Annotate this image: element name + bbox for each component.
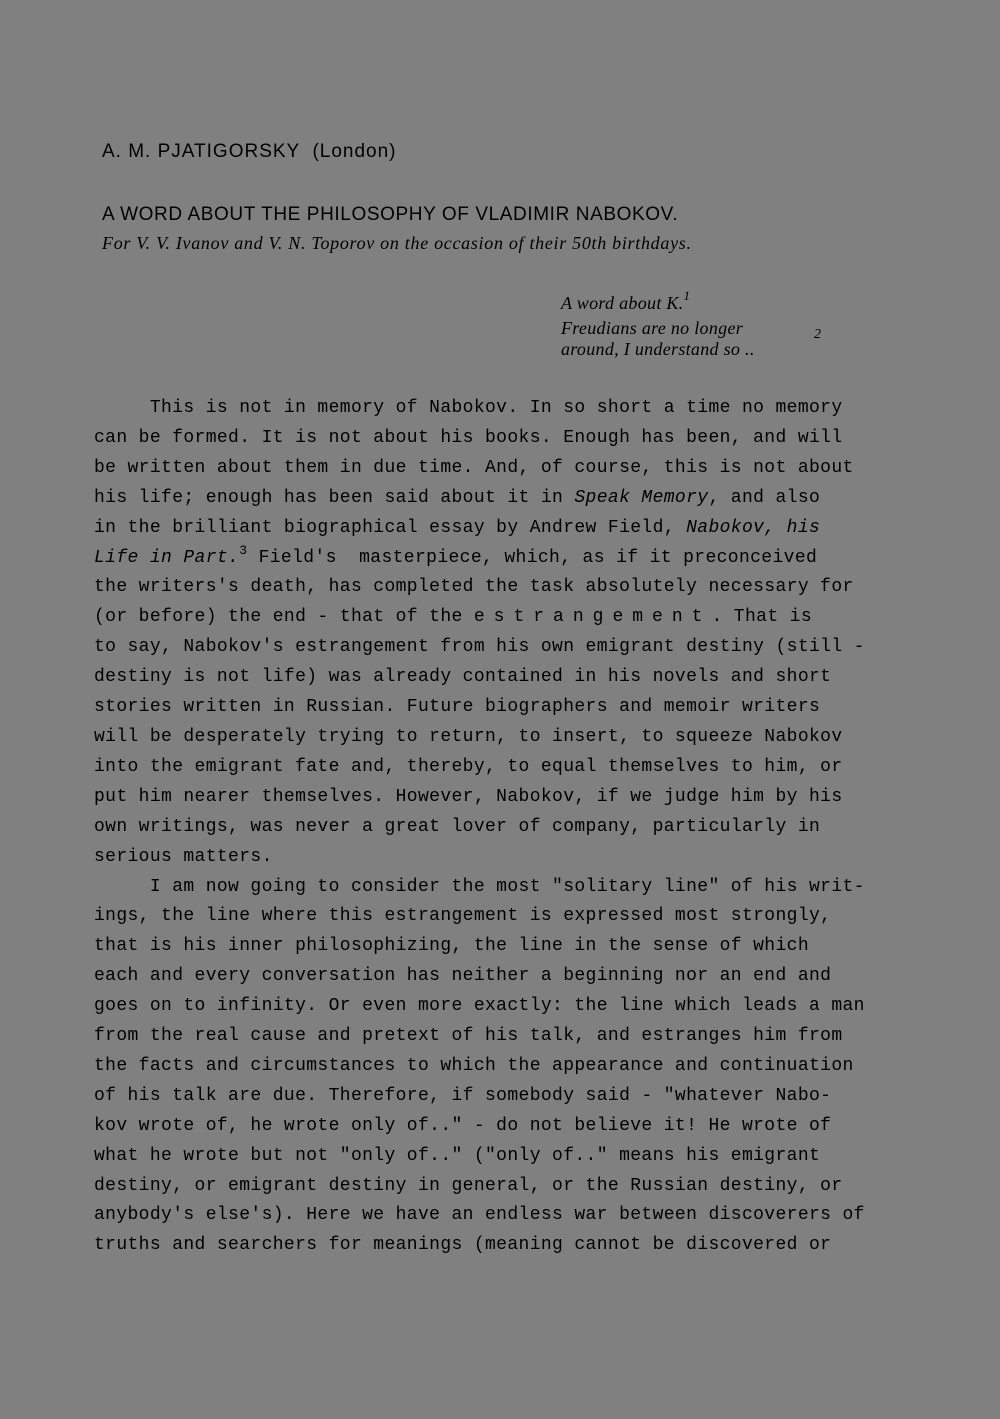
body-text bbox=[94, 394, 924, 1261]
author-location: (London) bbox=[312, 141, 397, 162]
body-line bbox=[94, 484, 924, 514]
body-line: the writers's death, has completed the task absolutely necessary for bbox=[94, 577, 854, 598]
book-title-life-in-part: Life in Part. bbox=[94, 547, 240, 568]
epigraph-first bbox=[561, 285, 690, 314]
body-text-run: his life; enough has been said about it in bbox=[94, 487, 575, 508]
footnote-marker-2: 2 bbox=[814, 327, 821, 342]
body-line: can be formed. It is not about his books. Enough has been, and will bbox=[94, 427, 843, 448]
body-line: anybody's else's). Here we have an endless war between discoverers of bbox=[94, 1205, 865, 1226]
body-line bbox=[94, 514, 924, 544]
body-line bbox=[94, 544, 924, 574]
body-line: goes on to infinity. Or even more exactly: the line which leads a man bbox=[94, 996, 865, 1017]
body-line: ings, the line where this estrangement is expressed most strongly, bbox=[94, 906, 832, 927]
author-name: A. M. PJATIGORSKY bbox=[102, 141, 300, 162]
epigraph-first-text: A word about K. bbox=[561, 293, 684, 313]
footnote-marker-1: 1 bbox=[683, 288, 691, 303]
body-line: from the real cause and pretext of his talk, and estranges him from bbox=[94, 1026, 843, 1047]
body-line: stories written in Russian. Future biographers and memoir writers bbox=[94, 697, 821, 718]
footnote-marker-3: 3 bbox=[239, 542, 248, 558]
body-text-run: Field's masterpiece, which, as if it preconceived bbox=[247, 547, 818, 568]
epigraph-second bbox=[561, 318, 755, 360]
body-line: truths and searchers for meanings (meaning cannot be discovered or bbox=[94, 1235, 832, 1256]
body-line: put him nearer themselves. However, Nabokov, if we judge him by his bbox=[94, 786, 843, 807]
body-line: each and every conversation has neither a beginning nor an end and bbox=[94, 966, 832, 987]
body-line: into the emigrant fate and, thereby, to equal themselves to him, or bbox=[94, 756, 843, 777]
body-line: will be desperately trying to return, to insert, to squeeze Nabokov bbox=[94, 726, 843, 747]
body-line: own writings, was never a great lover of company, particularly in bbox=[94, 816, 821, 837]
author-line bbox=[102, 141, 397, 163]
body-line: be written about them in due time. And, of course, this is not about bbox=[94, 457, 854, 478]
body-line: kov wrote of, he wrote only of.." - do not believe it! He wrote of bbox=[94, 1115, 832, 1136]
body-text-run: in the brilliant biographical essay by Andrew Field, bbox=[94, 517, 687, 538]
body-line: the facts and circumstances to which the appearance and continuation bbox=[94, 1055, 854, 1076]
article-title: A WORD ABOUT THE PHILOSOPHY OF VLADIMIR NABOKOV. bbox=[102, 204, 679, 225]
body-line bbox=[94, 603, 924, 633]
body-line: I am now going to consider the most "solitary line" of his writ- bbox=[94, 876, 865, 897]
body-line: to say, Nabokov's estrangement from his own emigrant destiny (still - bbox=[94, 637, 865, 658]
spaced-word-estrangement: estrangement bbox=[473, 607, 712, 628]
body-line: destiny, or emigrant destiny in general, or the Russian destiny, or bbox=[94, 1175, 843, 1196]
body-text-run: , and also bbox=[708, 487, 821, 508]
body-line: that is his inner philosophizing, the line in the sense of which bbox=[94, 936, 809, 957]
body-line: what he wrote but not "only of.." ("only of.." means his emigrant bbox=[94, 1145, 821, 1166]
book-title-nabokov: Nabokov, his bbox=[686, 517, 821, 538]
body-text-run: (or before) the end - that of the bbox=[94, 607, 474, 628]
body-line: This is not in memory of Nabokov. In so short a time no memory bbox=[94, 398, 843, 418]
body-text-run: . That is bbox=[711, 607, 813, 628]
body-line: destiny is not life) was already contained in his novels and short bbox=[94, 667, 832, 688]
dedication: For V. V. Ivanov and V. N. Toporov on the occasion of their 50th birthdays. bbox=[102, 233, 692, 253]
epigraph-second-line1: Freudians are no longer bbox=[561, 318, 744, 338]
body-line: serious matters. bbox=[94, 846, 273, 867]
body-line: of his talk are due. Therefore, if somebody said - "whatever Nabo- bbox=[94, 1085, 832, 1106]
book-title-speak-memory: Speak Memory bbox=[574, 487, 709, 508]
epigraph-second-line2: around, I understand so .. bbox=[561, 339, 755, 359]
